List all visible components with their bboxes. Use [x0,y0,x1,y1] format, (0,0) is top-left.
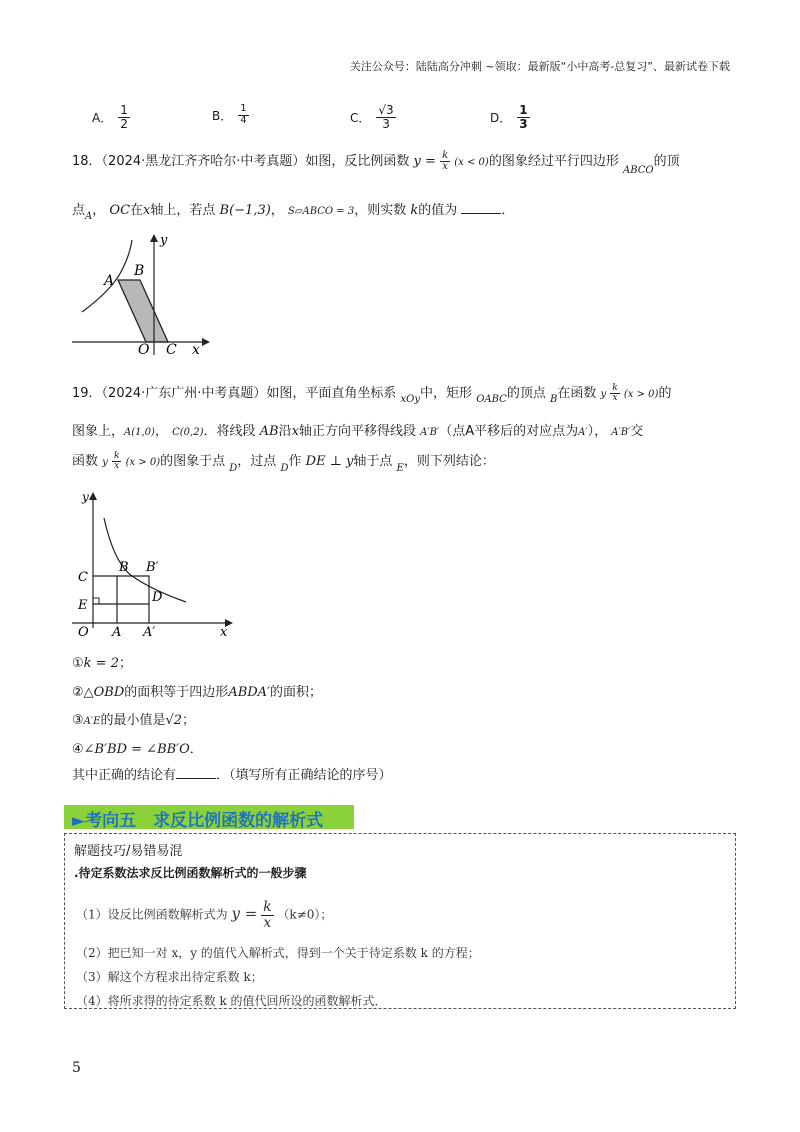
conclusion-1: ①k = 2； [72,656,132,671]
page-number: 5 [72,1060,81,1076]
option-b[interactable] [212,104,249,126]
q19-answer: 其中正确的结论有 ．（填写所有正确结论的序号） [72,768,392,783]
option-c[interactable] [350,104,396,130]
point-label-a-prime: A′ [143,625,156,640]
tips-step-1: （1）设反比例函数解析式为 y = $\frac{k}{x}$ （k≠0）； [76,899,333,931]
q18-figure [64,230,214,360]
point-label-b: B [119,560,129,575]
answer-blank[interactable] [176,778,216,779]
point-label-d: D [152,590,163,605]
parallelogram-abco [118,280,168,342]
right-angle-mark [93,598,99,604]
q18-line2: 点$_A$， OC在x轴上，若点 B(−1,3)， S▱ABCO = 3，则实数 k的值为 ． [72,203,515,222]
axis-label-x: x [220,625,228,640]
option-a[interactable] [92,104,130,130]
q19-line3: 函数 y $\frac{k}{x}$ (x > 0)的图象于点 $_D$，过点 $_D$作 DE ⊥ y轴于点 $_E$，则下列结论： [72,450,495,474]
q19-line1: 19．（2024·广东广州·中考真题）如图，平面直角坐标系 $_{xOy}$中，矩形 $_{OABC}$的顶点 $_B$在函数 y $\frac{k}{x}$ (x > 0)的 [72,382,672,405]
point-label-o: O [138,342,150,358]
answer-blank[interactable] [461,213,501,214]
conclusion-4: ④∠B′BD = ∠BB′O． [72,742,203,757]
option-d[interactable] [490,104,530,130]
tips-step-3: （3）解这个方程求出待定系数 k； [76,970,263,984]
point-label-b: B [134,263,145,279]
option-label: D． [490,110,512,125]
axis-label-x: x [192,342,200,358]
option-label: C． [350,110,371,125]
point-label-a: A [112,625,122,640]
point-label-a: A [104,273,115,289]
axis-label-y: y [160,233,168,248]
tips-subtitle: .待定系数法求反比例函数解析式的一般步骤 [74,866,307,880]
option-fraction: $\frac{1}{3}$ [519,103,528,131]
hyperbola-curve [104,518,186,602]
option-fraction: $\frac{√3}{3}$ [378,103,394,131]
option-label: A． [92,110,113,125]
y-axis-arrow [150,234,158,242]
point-label-c: C [166,342,177,358]
point-label-b-prime: B′ [146,560,159,575]
tips-step-4: （4）将所求得的待定系数 k 的值代回所设的函数解析式． [76,994,387,1008]
q19-func-fraction: $\frac{k}{x}$ [612,382,618,403]
q18-line1: 18．（2024·黑龙江齐齐哈尔·中考真题）如图，反比例函数 y = $\frac{k}{x}$ (x < 0)的图象经过平行四边形 $_{ABCO}$的顶 [72,149,680,176]
conclusion-3: ③A′E的最小值是√2； [72,713,196,728]
option-fraction: $\frac{1}{4}$ [240,103,247,126]
point-label-e: E [78,598,88,613]
rectangle-oabc [93,576,117,623]
conclusion-2: ②△OBD的面积等于四边形ABDA′的面积； [72,685,323,700]
point-label-o: O [78,625,89,640]
header-note: 关注公众号：陆陆高分冲刺 ~领取：最新版“小中高考-总复习”、最新试卷下载 [349,60,730,73]
section-title: ►考向五 求反比例函数的解析式 [72,811,324,831]
tips-title: 解题技巧/易错易混 [74,844,183,859]
axis-label-y: y [82,490,89,504]
y-axis-arrow [89,492,97,500]
point-label-c: C [78,570,88,585]
x-axis-arrow [202,338,210,346]
q19-figure [70,488,240,643]
q18-func-fraction: $\frac{k}{x}$ [442,149,449,172]
option-fraction: $\frac{1}{2}$ [120,103,128,131]
q19-line2: 图象上，A(1,0)， C(0,2)．将线段 AB沿x轴正方向平移得线段 A′B′（点A平移后的对应点为A′）， A′B′交 [72,424,644,439]
option-label: B． [212,108,233,123]
tips-step-2: （2）把已知一对 x，y 的值代入解析式，得到一个关于待定系数 k 的方程； [76,946,480,960]
